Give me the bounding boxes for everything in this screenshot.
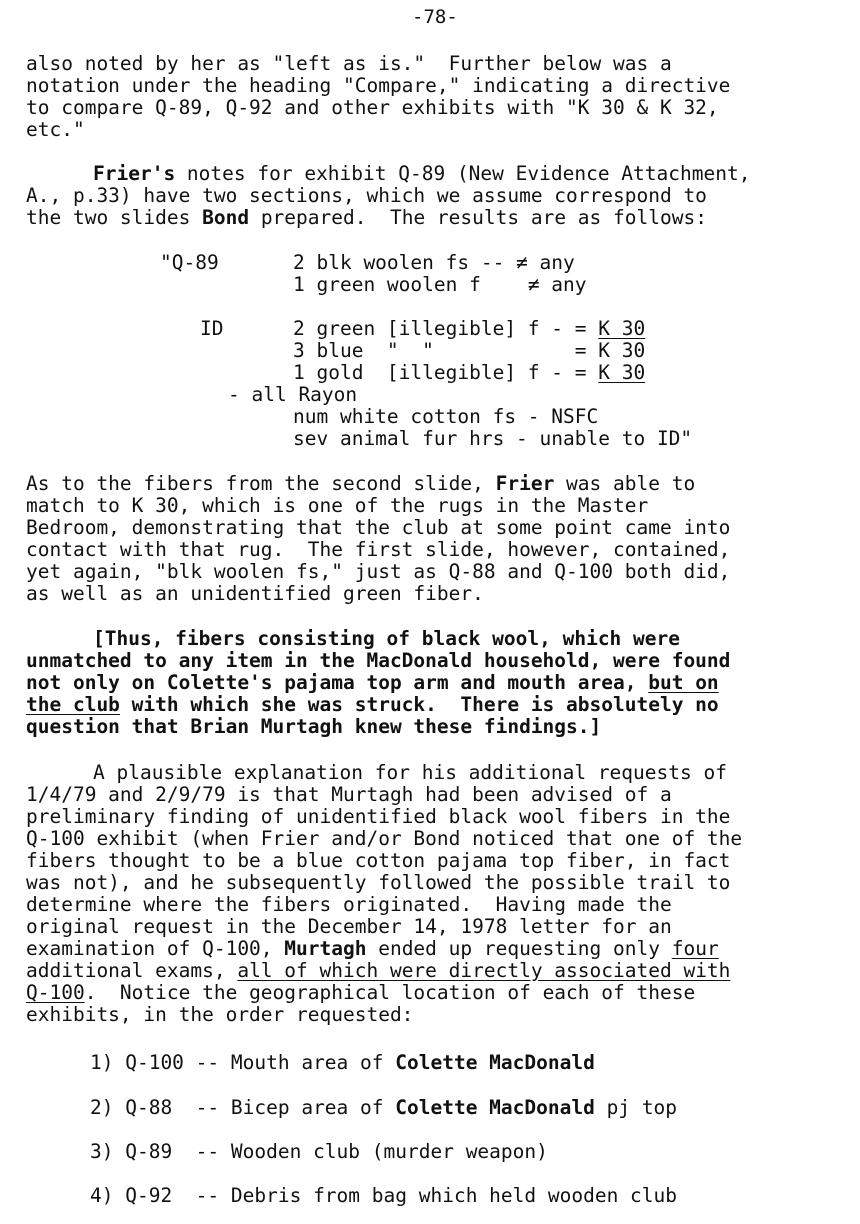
- excerpt-row-2: 1 green woolen f ≠ any: [293, 273, 587, 296]
- paragraph-5-line-6: was not), and he subsequently followed the possible trail to: [26, 871, 731, 894]
- paragraph-2-line-3: the two slides Bond prepared. The results are as follows:: [26, 206, 707, 229]
- excerpt-row-4: 3 blue " " = K 30: [293, 339, 646, 362]
- list-item: 2) Q-88 -- Bicep area of Colette MacDonald pj top: [90, 1096, 678, 1119]
- paragraph-5-line-3: preliminary finding of unidentified black wool fibers in the: [26, 805, 731, 828]
- paragraph-4-line-1: [Thus, fibers consisting of black wool, which were: [93, 627, 680, 650]
- name-bond: Bond: [202, 206, 250, 229]
- paragraph-2-line-1: Frier's notes for exhibit Q-89 (New Evidence Attachment,: [93, 162, 751, 185]
- name-murtagh: Murtagh: [284, 937, 367, 960]
- excerpt-all-rayon: - all Rayon: [228, 383, 358, 406]
- list-item: 1) Q-100 -- Mouth area of Colette MacDonald: [90, 1051, 595, 1074]
- excerpt-id-label: ID: [200, 317, 224, 340]
- paragraph-4-line-2: unmatched to any item in the MacDonald household, were found: [26, 649, 731, 672]
- paragraph-5-line-1: A plausible explanation for his additional requests of: [93, 761, 727, 784]
- paragraph-3-line-6: as well as an unidentified green fiber.: [26, 582, 484, 605]
- paragraph-1-line-3: to compare Q-89, Q-92 and other exhibits with "K 30 & K 32,: [26, 96, 719, 119]
- paragraph-5-line-4: Q-100 exhibit (when Frier and/or Bond noticed that one of the: [26, 827, 743, 850]
- paragraph-2-line-2: A., p.33) have two sections, which we assume correspond to: [26, 184, 707, 207]
- name-frier: Frier: [495, 472, 555, 495]
- paragraph-5-line-8: original request in the December 14, 1978 letter for an: [26, 915, 672, 938]
- paragraph-3-line-4: contact with that rug. The first slide, however, contained,: [26, 538, 731, 561]
- paragraph-1-line-2: notation under the heading "Compare," indicating a directive: [26, 74, 731, 97]
- list-item: 4) Q-92 -- Debris from bag which held wooden club: [90, 1184, 678, 1207]
- excerpt-q89-label: "Q-89: [160, 251, 219, 274]
- paragraph-5-line-2: 1/4/79 and 2/9/79 is that Murtagh had been advised of a: [26, 783, 672, 806]
- paragraph-3-line-3: Bedroom, demonstrating that the club at some point came into: [26, 516, 731, 539]
- paragraph-5-line-12: exhibits, in the order requested:: [26, 1003, 414, 1026]
- reference-k30: K 30: [598, 317, 646, 340]
- list-item: 3) Q-89 -- Wooden club (murder weapon): [90, 1140, 548, 1163]
- paragraph-1-line-4: etc.": [26, 118, 85, 141]
- reference-k30: K 30: [598, 361, 646, 384]
- paragraph-5-line-11: Q-100. Notice the geographical location of each of these: [26, 981, 696, 1004]
- paragraph-3-line-5: yet again, "blk woolen fs," just as Q-88 and Q-100 both did,: [26, 560, 731, 583]
- paragraph-5-line-9: examination of Q-100, Murtagh ended up requesting only four: [26, 937, 719, 960]
- paragraph-3-line-2: match to K 30, which is one of the rugs in the Master: [26, 494, 649, 517]
- paragraph-3-line-1: As to the fibers from the second slide, Frier was able to: [26, 472, 696, 495]
- paragraph-4-line-3: not only on Colette's pajama top arm and mouth area, but on: [26, 671, 719, 694]
- excerpt-row-1: 2 blk woolen fs -- ≠ any: [293, 251, 575, 274]
- paragraph-4-line-4: the club with which she was struck. There is absolutely no: [26, 693, 719, 716]
- excerpt-row-7: sev animal fur hrs - unable to ID": [293, 427, 693, 450]
- paragraph-5-line-10: additional exams, all of which were directly associated with: [26, 959, 731, 982]
- paragraph-5-line-7: determine where the fibers originated. Having made the: [26, 893, 672, 916]
- paragraph-4-line-5: question that Brian Murtagh knew these findings.]: [26, 715, 602, 738]
- excerpt-row-3: 2 green [illegible] f - = K 30: [293, 317, 646, 340]
- name-frier: Frier's: [93, 162, 176, 185]
- excerpt-row-6: num white cotton fs - NSFC: [293, 405, 599, 428]
- page-number: -78-: [412, 6, 458, 28]
- excerpt-row-5: 1 gold [illegible] f - = K 30: [293, 361, 646, 384]
- paragraph-5-line-5: fibers thought to be a blue cotton pajama top fiber, in fact: [26, 849, 731, 872]
- paragraph-1-line-1: also noted by her as "left as is." Further below was a: [26, 52, 672, 75]
